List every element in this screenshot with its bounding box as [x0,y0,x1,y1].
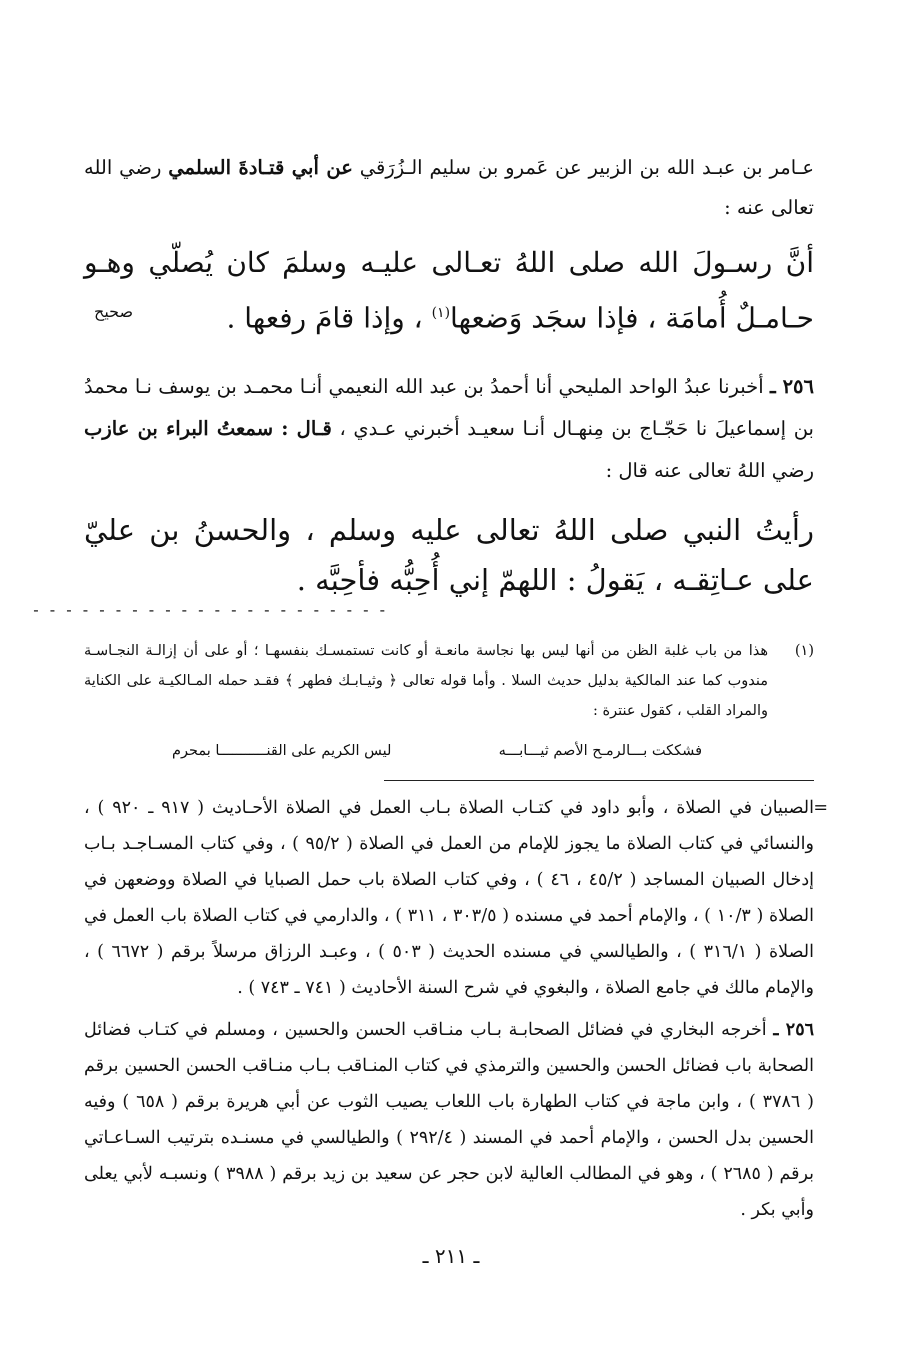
takhrij-text: أخرجه البخاري في فضائل الصحابـة بـاب منـاقب الحسن والحسين ، ومسلم في كتـاب فضائل الصحابة باب فضائل الحسن والحسين والترمذي في كتاب المنـاقب بـاب منـاقب الحسن الحسين برقم ( ٣٧٨٦ ) ، وابن ماجة في كتاب الطهارة باب اللعاب يصيب الثوب عن أبي هريرة برقم ( ٦٥٨ ) وفيه الحسين بدل الحسن ، والإمام أحمد في المسند ( ٢٩٢/٤ ) والطيالسي في مسنـده بترتيب السـاعـاتي برقم ( ٢٦٨٥ ) ، وهو في المطالب العالية لابن حجر عن سعيد بن زيد برقم ( ٣٩٨٨ ) ونسبـه لأبي يعلى وأبي بكر . [84,1020,814,1220]
footnote-ref: (١) [431,305,451,321]
hadith-256-matn [84,505,814,605]
hadith-number: ٢٥٦ ـ [769,375,814,398]
footnote-text: هذا من باب غلبة الظن من أنها ليس بها نجاسة مانعـة أو كانت تستمسـك بنفسهـا ؛ أو على أن إزالـة النجـاسـة مندوب كما عند المالكية بدليل حديث السلا . وأما قوله تعالى ﴿ وثيـابـك فطهر ﴾ فقـد حمله المـالكيـة على الكناية والمراد القلب ، كقول عنترة : [84,643,768,719]
hadith-256-isnad [84,366,814,492]
matn-text: أنَّ رسـولَ الله صلى اللهُ تعـالى عليـه وسلمَ كان يُصلّي وهـو حـامـلٌ أُمامَة ، فإذا سجَد وَضعها [84,246,814,335]
takhrij-text: الصبيان في الصلاة ، وأبو داود في كتـاب الصلاة بـاب العمل في الصلاة الأحـاديث ( ٩١٧ ـ ٩٢٠ ) ، والنسائي في كتاب الصلاة ما يجوز للإمام من العمل في الصلاة ( ٩٥/٢ ) ، وفي كتاب المسـاجـد بـاب إدخال الصبيان المساجد ( ٤٥/٢ ، ٤٦ ) ، وفي كتاب الصلاة باب حمل الصبايا في الصلاة ووضعهن في الصلاة ( ١٠/٣ ) ، والإمام أحمد في مسنده ( ٣٠٣/٥ ، ٣١١ ) ، والدارمي في كتاب الصلاة باب العمل في الصلاة ( ٣١٦/١ ) ، والطيالسي في مسنده الحديث ( ٥٠٣ ) ، وعبـد الرزاق مرسلاً برقم ( ٦٦٧٢ ) ، والإمام مالك في جامع الصلاة ، والبغوي في شرح السنة الأحاديث ( ٧٤١ ـ ٧٤٣ ) . [84,798,814,998]
matn-text-end: ، وإذا قامَ رفعها . [226,301,432,335]
hadith-grade: صحيح [94,302,134,322]
continuation-marker: = [813,798,828,818]
takhrij-number: ٢٥٦ ـ [773,1020,814,1040]
isnad-text: أخبرنا عبدُ الواحد المليحي أنا أحمدُ بن عبد الله النعيمي أنـا محمـد بن يوسف نـا محمدُ بن إسماعيلَ نا حَجّـاج بن مِنهـال أنـا سعيـد أخبرني عـدي ، [84,375,814,440]
takhrij-divider [384,780,814,781]
footnote-separator: - - - - - - - - - - - - - - - - - - - - - - [33,600,388,619]
verse-first-hemistich: فشككت بـــالرمـح الأصم ثيـــابـــه [498,743,702,759]
isnad-text-end: رضي اللهُ تعالى عنه قال : [605,459,814,482]
hadith-255-isnad [84,148,814,228]
takhrij-continued [84,790,828,1006]
takhrij-256 [84,1012,814,1228]
poetry-verse [172,736,702,766]
footnote-number: (١) [794,643,814,659]
hadith-255-matn [84,238,814,343]
isnad-narrator: قـال : سمعتُ البراء بن عازب [84,417,332,440]
matn-text: رأيتُ النبي صلى اللهُ تعالى عليه وسلم ، والحسنُ بن عليّ على عـاتِقـه ، يَقولُ : اللهمّ إني أُحِبُّه فأحِبَّه . [84,513,814,597]
page-number: ـ ٢١١ ـ [422,1244,480,1268]
isnad-text: عـامر بن عبـد الله بن الزبير عن عَمرو بن سليم الـزُرَقي [352,156,814,179]
footnote-1 [84,636,814,726]
verse-second-hemistich: ليس الكريم على القنـــــــــــا بمحرم [172,743,392,759]
isnad-narrator: عن أبي قتـادةَ السلمي [168,156,353,179]
isnad-text-end: رضي الله تعالى عنه : [84,156,814,219]
